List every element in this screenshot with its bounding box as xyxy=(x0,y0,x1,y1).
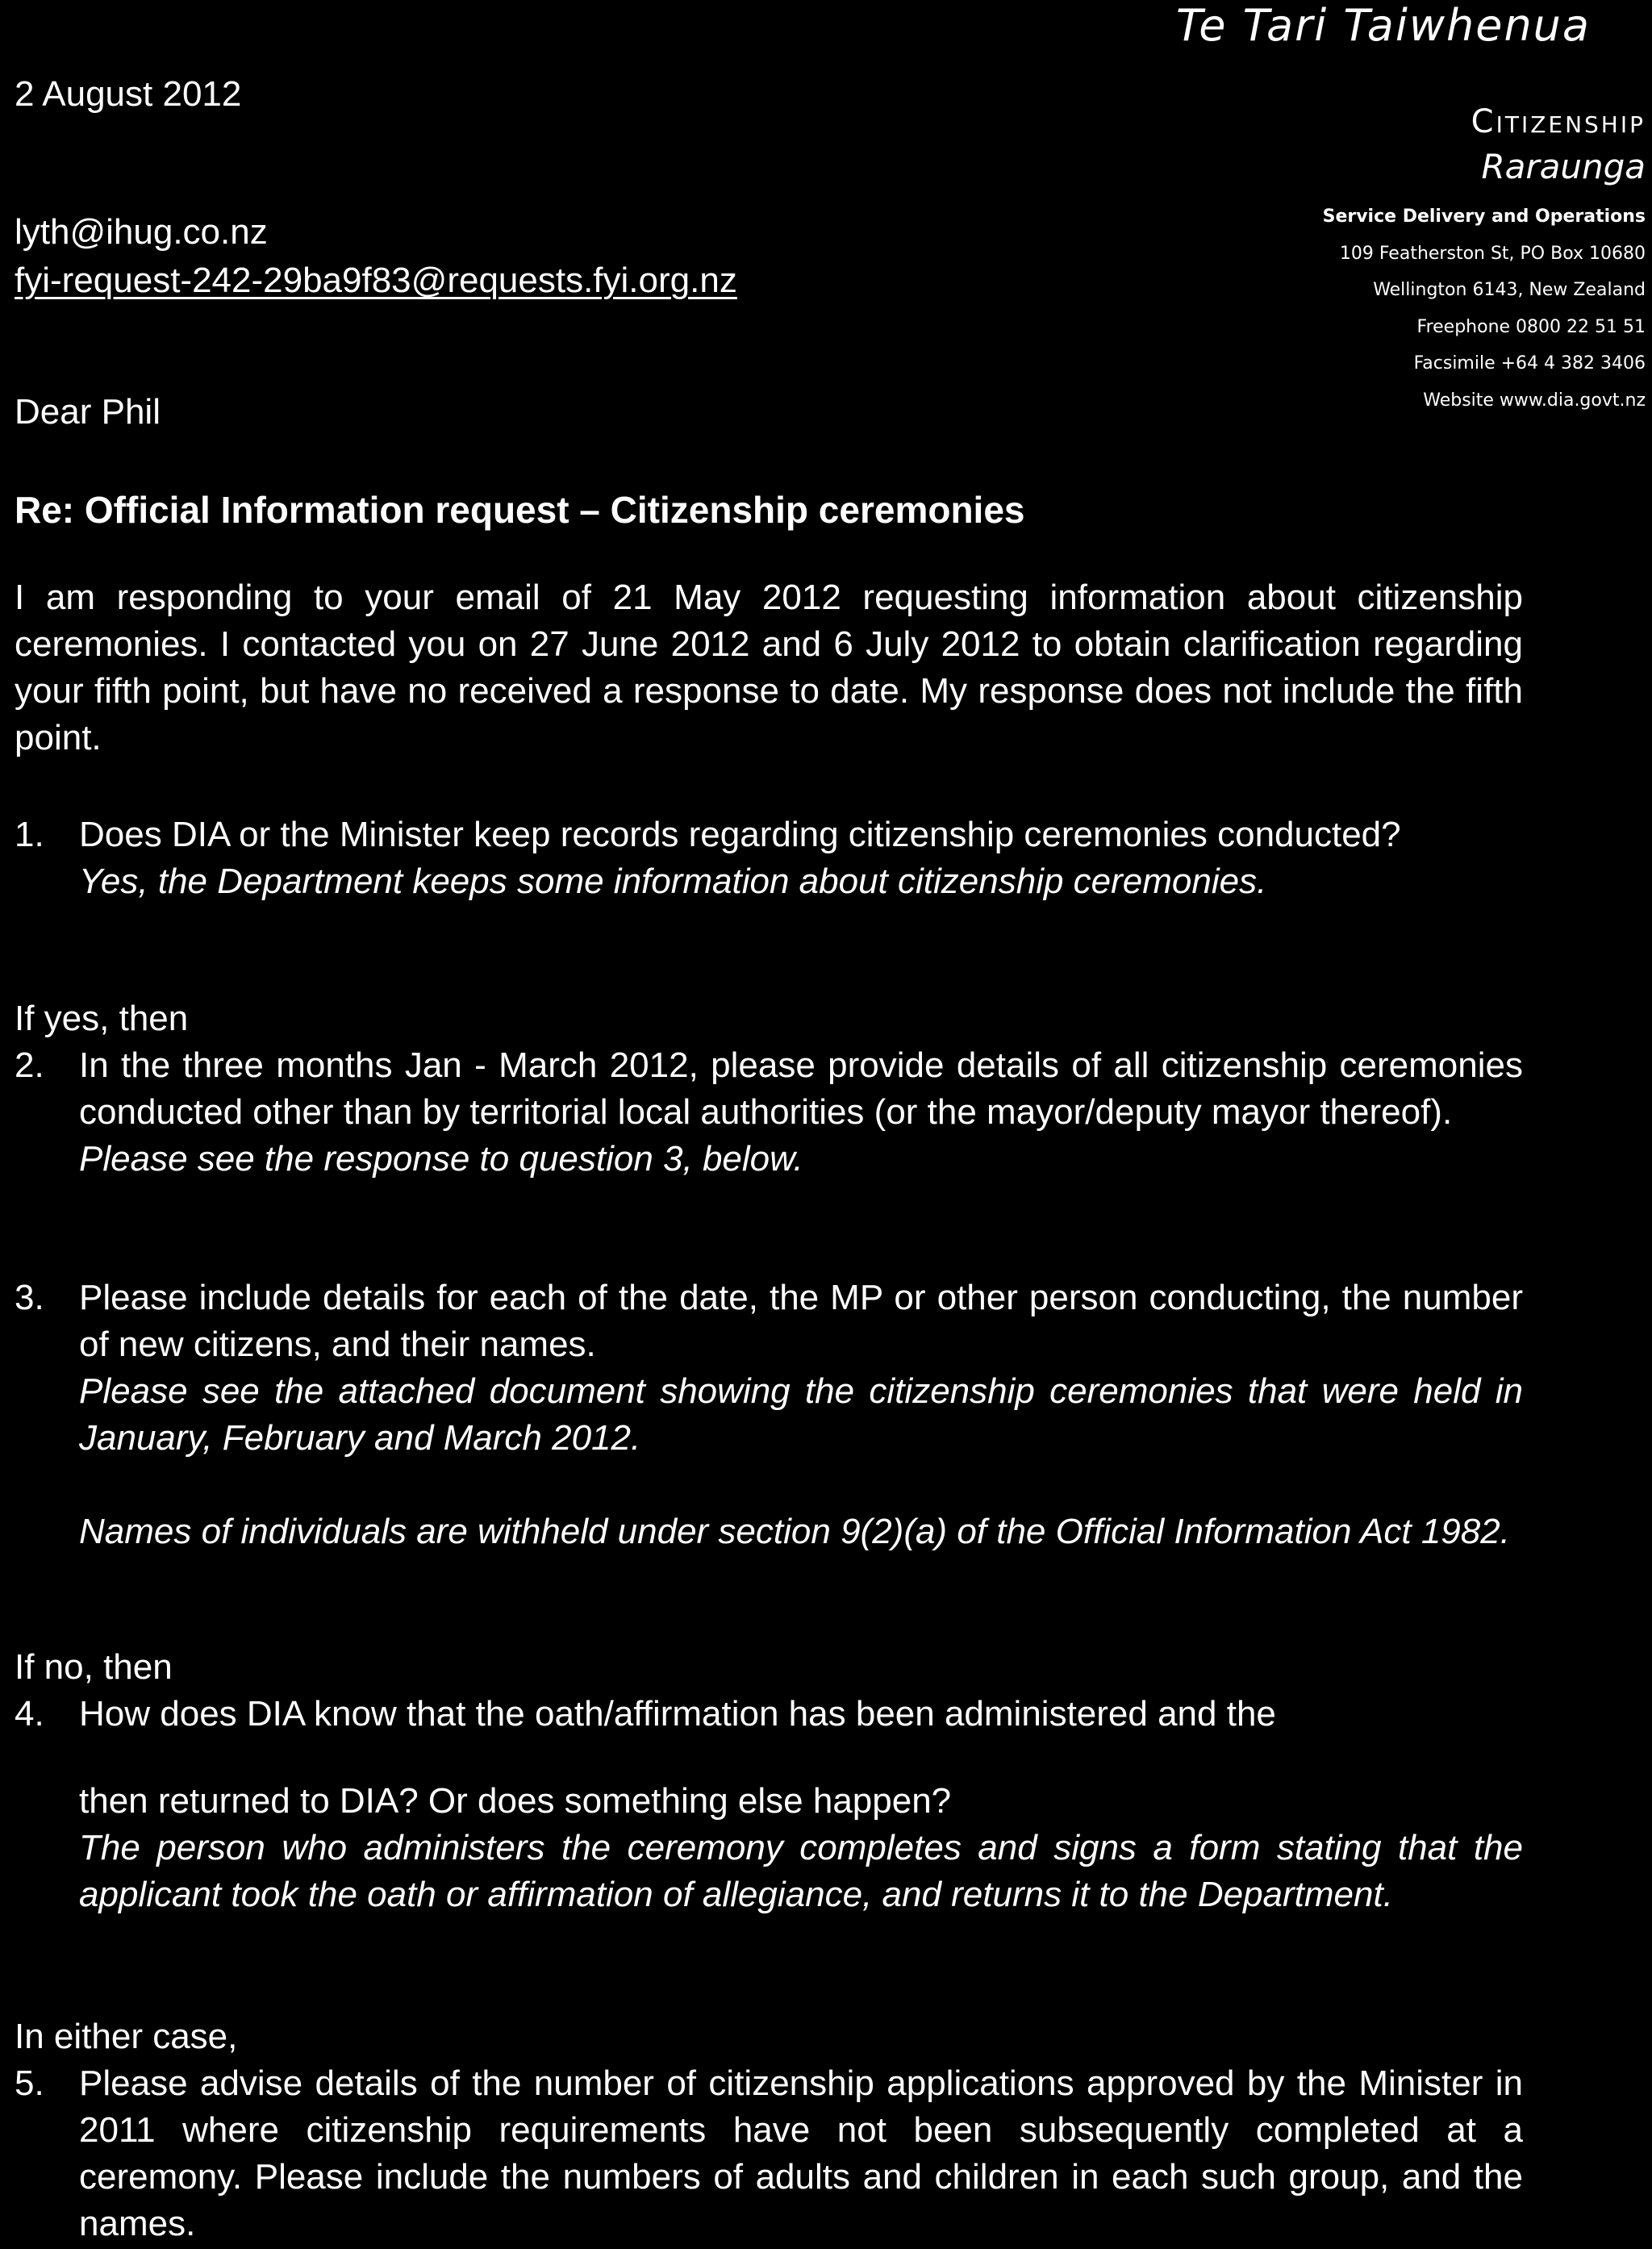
item-answer: Please see the response to question 3, below. xyxy=(79,1139,803,1179)
letter-subject: Re: Official Information request – Citizenship ceremonies xyxy=(15,489,1025,531)
letter-intro: I am responding to your email of 21 May 2012 requesting information about citizenship ceremonies. I contacted you on 27 June 2012 and 6 July 2012 to obtain clarification regarding your fifth point, but have no received a response to date. My response does not include the fifth point. xyxy=(15,578,1523,757)
item-answer-note: Names of individuals are withheld under section 9(2)(a) of the Official Information Act 1982. xyxy=(79,1512,1510,1551)
item-question: Please advise details of the number of citizenship applications approved by the Minister in 2011 where citizenship requirements have not been subsequently completed at a ceremony. Please include the numbers of adults and children in each such group, and the names. xyxy=(79,2063,1523,2243)
item-question-continued: then returned to DIA? Or does something else happen? xyxy=(79,1781,952,1821)
list-item xyxy=(15,812,1523,905)
salutation: Dear Phil xyxy=(15,392,161,432)
item-question: How does DIA know that the oath/affirmation has been administered and the xyxy=(79,1694,1276,1734)
either-case-label: In either case, xyxy=(15,2017,238,2056)
item-question: Does DIA or the Minister keep records regarding citizenship ceremonies conducted? xyxy=(79,815,1401,854)
org-facsimile: Facsimile +64 4 382 3406 xyxy=(1413,353,1646,373)
item-answer: Yes, the Department keeps some information about citizenship ceremonies. xyxy=(79,862,1267,901)
item-question: In the three months Jan - March 2012, please provide details of all citizenship ceremonies conducted other than by territorial local authorities (or the mayor/deputy mayor thereof). xyxy=(79,1045,1523,1132)
item-question: Please include details for each of the date, the MP or other person conducting, the number of new citizens, and their names. xyxy=(79,1278,1523,1364)
item-answer: The person who administers the ceremony completes and signs a form stating that the applicant took the oath or affirmation of allegiance, and returns it to the Department. xyxy=(79,1828,1523,1914)
item-answer: Please see the attached document showing the citizenship ceremonies that were held in January, February and March 2012. xyxy=(79,1371,1523,1458)
list-item xyxy=(15,1042,1523,1183)
if-no-label: If no, then xyxy=(15,1647,173,1687)
item-number: 2. xyxy=(15,1045,44,1085)
recipient-email-fyi[interactable]: fyi-request-242-29ba9f83@requests.fyi.org.nz xyxy=(15,261,737,300)
item-number: 5. xyxy=(15,2063,44,2103)
org-freephone: Freephone 0800 22 51 51 xyxy=(1416,316,1646,337)
org-unit-maori: Raraunga xyxy=(1481,147,1646,186)
list-item xyxy=(15,1275,1523,1555)
org-website[interactable]: Website www.dia.govt.nz xyxy=(1423,390,1646,411)
recipient-emails xyxy=(15,208,737,305)
item-number: 3. xyxy=(15,1278,44,1317)
org-address: 109 Featherston St, PO Box 10680 xyxy=(1339,243,1646,264)
org-unit: Citizenship xyxy=(1471,103,1646,140)
list-item xyxy=(15,2060,1523,2247)
letter-date: 2 August 2012 xyxy=(15,74,242,114)
org-city: Wellington 6143, New Zealand xyxy=(1373,280,1646,300)
item-number: 1. xyxy=(15,815,44,854)
org-title: Te Tari Taiwhenua xyxy=(1175,0,1591,51)
item-number: 4. xyxy=(15,1694,44,1734)
if-yes-label: If yes, then xyxy=(15,999,189,1038)
recipient-email-primary[interactable]: lyth@ihug.co.nz xyxy=(15,212,268,252)
list-item xyxy=(15,1691,1523,1918)
org-division: Service Delivery and Operations xyxy=(1322,207,1646,227)
org-contact-block xyxy=(1323,198,1646,419)
